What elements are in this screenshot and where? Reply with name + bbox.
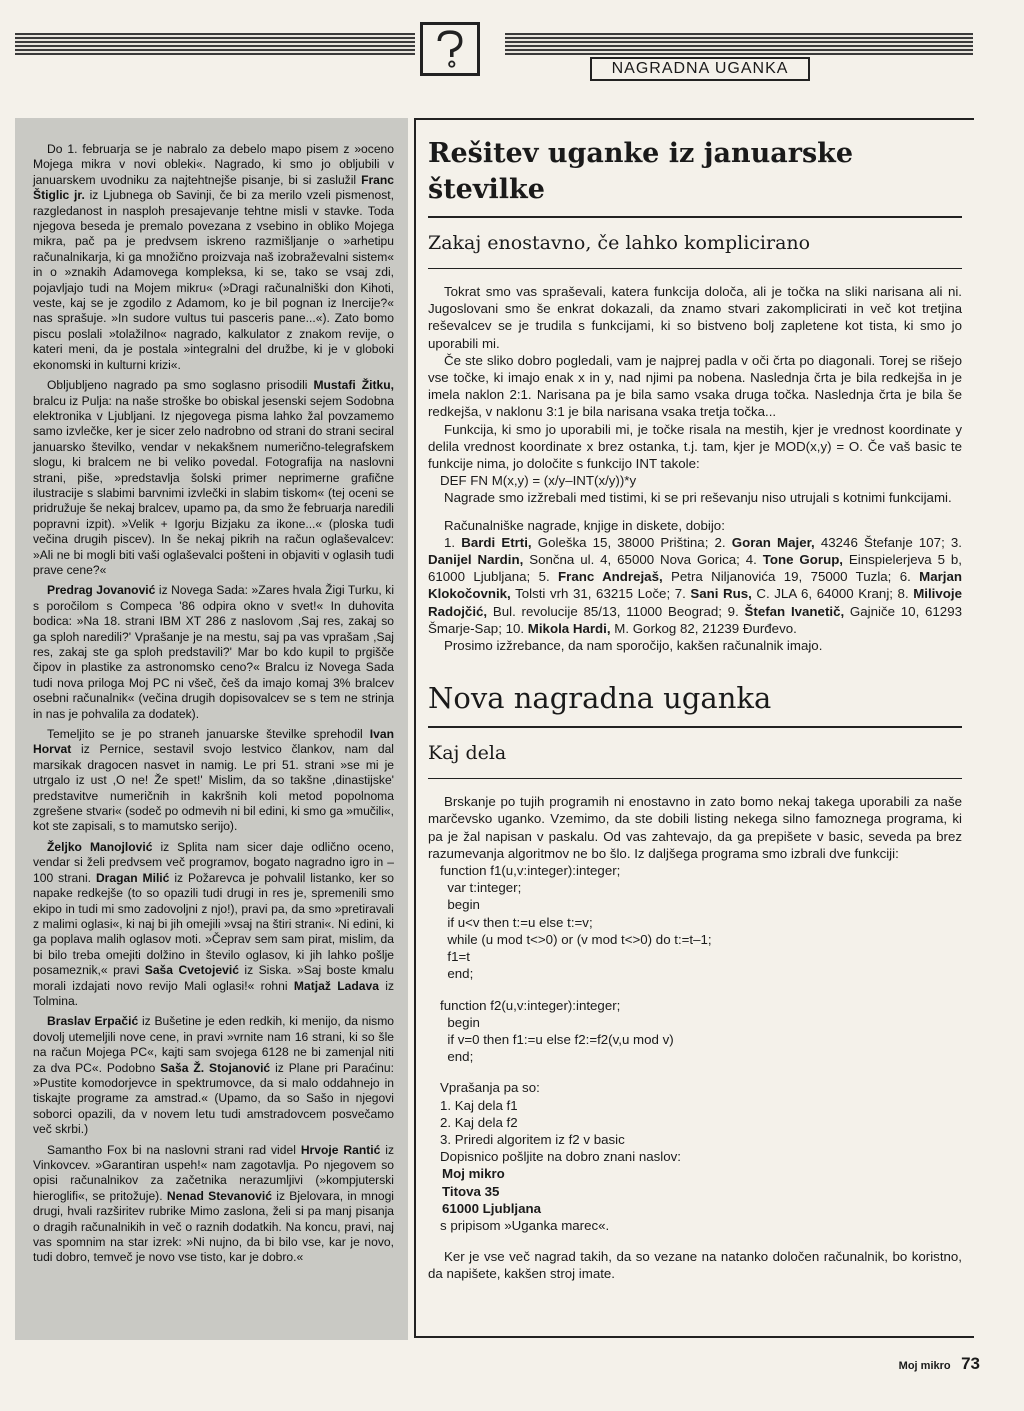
text-run: 1. <box>444 534 462 550</box>
text-run: iz Ljubnega ob Savinji, če bi za merilo vzeli pismenost, razgledanost in nasploh presajevanje tehtne misli v stavke. Toda njegova beseda je premalo povezana z vsebino in obliko Mojega mikra, pač pa je predvsem iskreno razmišljanje o »arhetipu računalnikarja, ki ga množično proizvaja naš izobraževalni sistem« in o »znakih Adamovega kompleksa, ki se, tako se vsaj zdi, pojavljajo tudi na Mojem mikru« (»Dragi računalniški don Kihoti, veste, kaj se je zgodilo z Adamom, ko je bil pognan iz Inercije?« nas sprašuje. »In sudore vultus tui pasceris pane...«). Zato bomo piscu poslali »tolažilno« nagrado, kalkulator z znakom revije, o kateri meni, da je postala »integralni del družbe, ki je v globoki ekonomski in kulturni krizi«. <box>33 188 395 372</box>
text-run: iz Novega Sada: »Zares hvala Žigi Turku, ki s poročilom s Compeca '86 odpira okno v svet!« In duhovita bodica: »Na 18. strani IBM XT 286 z naslovom ,Saj res, zakaj so ga sploh naredili?' Vprašanje je na mestu, saj pa vas vprašam ,Saj res, zakaj ste ga sploh predstavili?' Mar bo kdo kupil to prgišče čipov in plastike za astronomsko ceno?« Bralcu iz Novega Sada tudi nova priloga Moj PC ni všeč, češ da imajo komaj 3% bralcev osebni računalnik« (večina drugih dopisovalcev se s tem ne strinja in nas je pohvalila za dodatek). <box>33 583 395 721</box>
text-run: 43246 Štefanje 107; 3. <box>814 534 962 550</box>
send-instruction: Dopisnico pošljite na dobro znani naslov: <box>440 1149 681 1165</box>
text-run: C. JLA 6, 64000 Kranj; 8. <box>751 586 914 602</box>
solution-paragraph: Če ste sliko dobro pogledali, vam je najprej padla v oči črta po diagonali. Torej se rišejo vse točke, ki imajo enak x in y, nad njimi pa nobena. Naslednja črta je bila redkejša in je imela naklon 2:1. Narisana pa je bila samo vsaka druga točka. Naslednja črta je bila še redkejša, v naklonu 3:1 je bila narisana vsaka tretja točka... <box>428 352 962 420</box>
code-line: var t:integer; <box>440 880 522 896</box>
top-stripe-bar <box>15 33 973 55</box>
address-line: Titova 35 <box>442 1183 500 1199</box>
solution-subtitle: Zakaj enostavno, če lahko komplicirano <box>428 232 811 254</box>
person-name: Bardi Etrti, <box>461 534 532 550</box>
code-line: end; <box>440 966 474 982</box>
person-name: Franc Andrejaš, <box>558 569 663 585</box>
basic-def-fn: DEF FN M(x,y) = (x/y–INT(x/y))*y <box>440 473 637 489</box>
person-name: Štefan Ivanetič, <box>744 603 845 619</box>
solution-paragraph: Tokrat smo vas spraševali, katera funkcija določa, ali je točka na sliki narisana ali ni. Jugoslovani smo še enkrat dokazali, da znamo stvari zakomplicirati in več kot tretjina reševalcev se je trudila s funkcijami, ki so bistveno bolj zapletene kot tista, ki smo jo uporabili mi. <box>428 284 962 351</box>
person-name: Saša Ž. Stojanović <box>160 1060 271 1075</box>
puzzle-intro: Brskanje po tujih programih ni enostavno in zato bomo nekaj takega uporabili za naše marčevsko uganko. Vzemimo, da ste dobili listing nekega silno famoznega programa, ki pa je žal napisan v paskalu. Od vas zahtevajo, da ga prepišete v basic, seveda pa brez razumevanja algoritmov ne bo šlo. Iz daljšega programa smo izbrali dve funkciji: <box>428 794 962 861</box>
text-run: Tolsti vrh 31, 63215 Loče; 7. <box>510 586 691 602</box>
puzzle-column <box>414 118 974 1338</box>
section-label: NAGRADNA UGANKA <box>590 57 810 81</box>
person-name: Predrag Jovanović <box>47 583 156 598</box>
code-line: if u<v then t:=u else t:=v; <box>440 914 593 930</box>
new-puzzle-title: Nova nagradna uganka <box>428 681 772 716</box>
text-run: M. Gorkog 82, 21239 Đurđevo. <box>610 620 797 636</box>
new-puzzle-subtitle: Kaj dela <box>428 742 507 765</box>
page-footer <box>899 1354 980 1374</box>
text-run: iz Plane pri Paraćinu: »Pustite komodorjevce in spektrumovce, da si malo oddahnejo in tiskajte programe za amstrad.« (Upamo, da so Sašo in njegovi soborci opazili, da v novem letu tudi amstradovcem posvečamo več skrbi.) <box>33 1060 394 1137</box>
text-run: Do 1. februarja se je nabralo za debelo mapo pisem z »oceno Mojega mikra v novi obleki«. Nagrado, ki smo jo obljubili v januarskem uvodniku za najtehtnejše pisanje, bi si zaslužil <box>33 142 394 187</box>
text-run: Sončna ul. 4, 65000 Nova Gorica; 4. <box>523 552 763 568</box>
winners-request: Prosimo izžrebance, da nam sporočijo, kakšen računalnik imajo. <box>444 638 823 654</box>
person-name: Sani Rus, <box>690 586 752 602</box>
address-note: s pripisom »Uganka marec«. <box>440 1217 610 1233</box>
pascal-function-f1 <box>428 862 962 982</box>
text-run: Bul. revolucije 85/13, 11000 Beograd; 9. <box>487 603 745 619</box>
text-run: Obljubljeno nagrado pa smo soglasno prisodili <box>47 378 314 393</box>
code-line: function f1(u,v:integer):integer; <box>440 863 621 879</box>
closing-paragraph: Ker je vse več nagrad takih, da so vezane na natanko določen računalnik, bo koristno, da napišete, kakšen stroj imate. <box>428 1249 962 1282</box>
text-run: iz Bjelovara, in mnogi drugi, hvali razširitev rubrike Mimo zaslona, želi si pa manj pisanja o dragih računalnikih in več o raznih dodatkih. Na koncu, pravi, naj vas spomnim na star izrek: »Ni nujno, da bi bilo vse, kar je novo, tudi dobro, temveč je novo vse tisto, kar je dobro.« <box>33 1188 394 1265</box>
code-line: begin <box>440 1014 480 1030</box>
solution-title: Rešitev uganke iz januarske številke <box>428 138 854 205</box>
person-name: Saša Cvetojević <box>144 963 239 978</box>
person-name: Ivan Horvat <box>33 727 394 757</box>
letter-paragraph <box>33 727 394 835</box>
person-name: Mustafi Žitku, <box>313 378 395 393</box>
text-run: iz Vinkovcev. »Garantiran uspeh!« nam zagotavlja. Po njegovem so opisi računalnikov za začetnika nerazumljivi (»kompjuterski hieroglifi«, se pritožuje). <box>33 1142 394 1203</box>
question-mark-logo-icon <box>420 22 480 76</box>
letters-column <box>15 118 408 1340</box>
person-name: Milivoje Radojčić, <box>428 586 962 619</box>
text-run: iz Pernice, sestavil svojo lestvico člankov, nam dal marsikak dragocen nasvet in namig. Le pri 51. strani »se mi je utrgalo iz ust ,O ne! Že spet!' Mislim, da so takšne ,dinastijske' predstavitve numeričnih in kakršnih koli metod popolnoma zgrešene stvari« (sodeč po odmevih ni bil edini, ki smo ga »mučili«, kot ste zapisali, s to mamutsko serijo). <box>33 742 394 834</box>
code-line: begin <box>440 897 480 913</box>
letter-paragraph <box>33 1143 394 1266</box>
text-run: iz Splita nam sicer daje odlično oceno, vendar si želi predvsem več programov, bogato nagradno igro in – 100 strani. <box>33 839 394 885</box>
person-name: Goran Majer, <box>731 534 815 550</box>
person-name: Braslav Erpačić <box>47 1014 139 1029</box>
letter-paragraph <box>33 1014 394 1137</box>
text-run: Temeljito se je po straneh januarske številke sprehodil <box>47 727 370 742</box>
question-item: 1. Kaj dela f1 <box>440 1097 518 1113</box>
text-run: iz Siska. »Saj boste kmalu morali izdajati novo revijo Mali oglasi!« rohni <box>33 963 394 993</box>
person-name: Matjaž Ladava <box>293 978 379 993</box>
letter-paragraph <box>33 378 394 578</box>
code-line: end; <box>440 1049 474 1065</box>
person-name: Danijel Nardin, <box>428 552 524 568</box>
text-run: iz Požarevca je pohvalil listanko, ker so napake redkejše (to so opazili tudi drugi in res je, spremenili smo ekipo in tudi mi smo zadovoljni z njo!), pravi pa, da smo »pretiravali z malimi oglasi«, ki naj bi jih omejili »vsaj na štiri strani«. Ni edini, ki ga poplava malih oglasov moti. »Čeprav sem sam pirat, mislim, da bi bilo treba omejiti dolžino in število oglasov, ki jih lahko pošlje posameznik,« pravi <box>33 870 394 978</box>
text-run: Goleška 15, 38000 Priština; 2. <box>531 534 732 550</box>
page-number: 73 <box>961 1354 980 1373</box>
person-name: Franc Štiglic jr. <box>33 172 394 203</box>
person-name: Mikola Hardi, <box>527 620 611 636</box>
question-item: 2. Kaj dela f2 <box>440 1114 518 1130</box>
pascal-function-f2 <box>428 997 962 1066</box>
person-name: Željko Manojlović <box>47 839 153 854</box>
address-line: 61000 Ljubljana <box>442 1200 542 1216</box>
text-run: Einspielerjeva 5 b, 61000 Ljubljana; 5. <box>428 552 962 585</box>
person-name: Dragan Milić <box>95 870 170 885</box>
code-line: f1=t <box>440 949 470 965</box>
address-line: Moj mikro <box>442 1166 505 1182</box>
person-name: Tone Gorup, <box>762 552 844 568</box>
text-run: iz Tolmina. <box>33 978 395 1008</box>
text-run: Gajniče 10, 61293 Šmarje-Sap; 10. <box>428 603 962 636</box>
text-run: iz Bušetine je eden redkih, ki menijo, da nismo dovolj utemeljili nove cene, in pravi »vrnite nam 16 strani, ki so šle na račun Mojega PC«, kajti sam svojega 6128 ne bi zamenjal niti za dva PC«. Podobno <box>33 1014 394 1075</box>
questions-intro: Vprašanja pa so: <box>440 1080 540 1096</box>
person-name: Hrvoje Rantić <box>300 1142 381 1157</box>
code-line: while (u mod t<>0) or (v mod t<>0) do t:=t–1; <box>440 931 712 947</box>
magazine-name: Moj mikro <box>898 1360 951 1372</box>
text-run: bralcu iz Pulja: na naše stroške bo obiskal jesenski sejem Sodobna elektronika v Ljubljani. Iz njegovega pisma lahko žal povzamemo samo izvlečke, ker je sicer zelo nadrobno od strani do strani seciral januarsko številko, vendar v nekakšnem numerično-telegrafskem slogu, ki bralcem ne bi veliko povedal. Fotografija na naslovni strani, piše, »predstavlja šolski primer neprimerne grafične ilustracije s slabimi barvnimi izvlečki in slabim tiskom« (tej oceni se pridružuje še nekaj bralcev, upamo pa, da smo že februarja naredili popravni izpit). »Velik + Igorju Bizjaku za ikone...« (ploska tudi večina drugih piscev). In še nekaj pikrih na račun oglaševalcev: »Ali ne bi mogli biti vaši oglaševalci pošteni in objaviti v oglasih tudi prave cene?« <box>33 393 394 577</box>
text-run: Petra Niljanovića 19, 75000 Tuzla; 6. <box>662 569 920 585</box>
code-line: if v=0 then f1:=u else f2:=f2(v,u mod v) <box>440 1031 674 1047</box>
letter-paragraph <box>33 583 394 722</box>
solution-paragraph: Nagrade smo izžrebali med tistimi, ki se pri reševanju niso utrujali s kotnimi funkcijami. <box>444 490 952 506</box>
question-item: 3. Priredi algoritem iz f2 v basic <box>440 1131 625 1147</box>
text-run: Samantho Fox bi na naslovni strani rad videl <box>47 1142 301 1157</box>
letter-paragraph <box>33 142 394 373</box>
person-name: Marjan Klokočovnik, <box>428 569 962 602</box>
winners-list <box>428 534 962 637</box>
person-name: Nenad Stevanović <box>166 1188 272 1203</box>
code-line: function f2(u,v:integer):integer; <box>440 997 621 1013</box>
letter-paragraph <box>33 840 394 1009</box>
solution-paragraph: Funkcija, ki smo jo uporabili mi, je točke risala na mestih, kjer je vrednost koordinate y delila vrednost koordinate x brez ostanka, t.j. tam, kjer je MOD(x,y) = O. Če vaš basic te funkcije nima, jo določite s funkcijo INT takole: <box>428 421 962 472</box>
prizes-intro: Računalniške nagrade, knjige in diskete, dobijo: <box>444 517 725 533</box>
